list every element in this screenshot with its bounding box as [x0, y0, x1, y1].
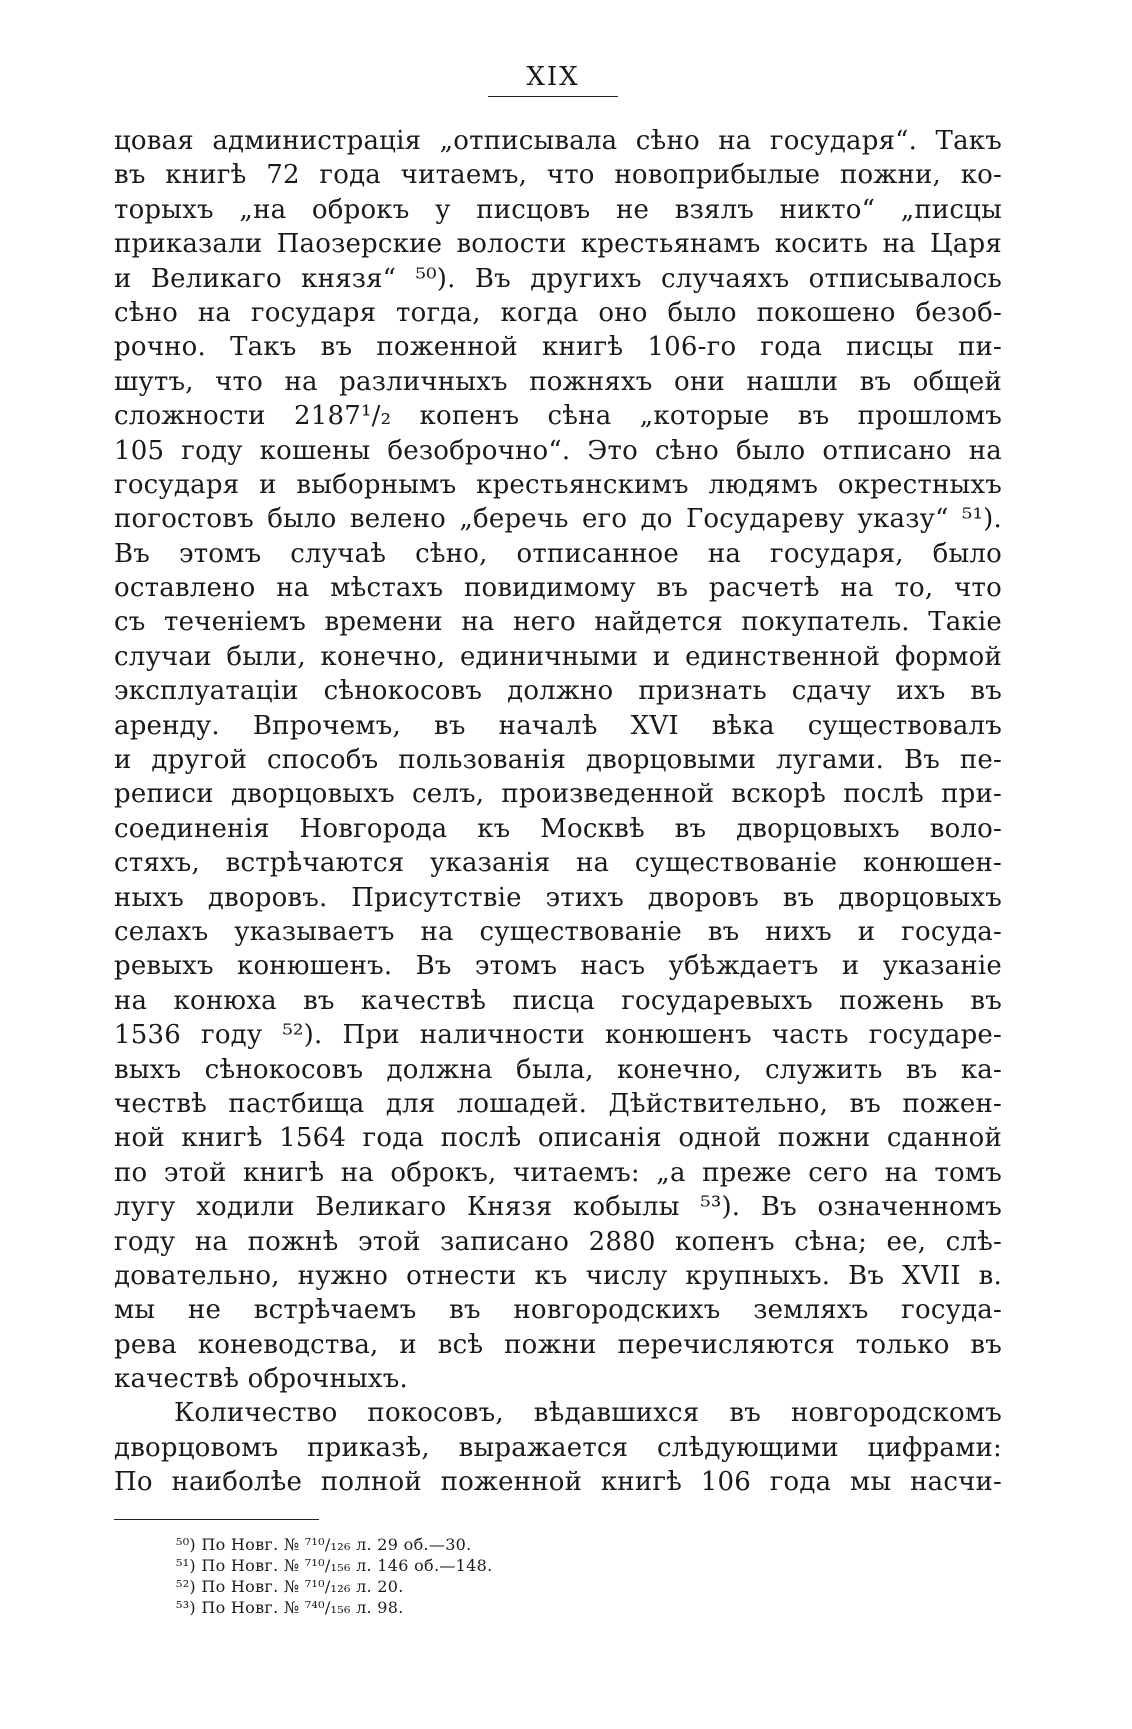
- text-line: соединенія Новгорода къ Москвѣ въ дворцовыхъ воло-: [114, 813, 1002, 844]
- text-line: погостовъ было велено „беречь его до Государеву указу“ ⁵¹).: [114, 504, 1002, 535]
- text-line: дворцовомъ приказѣ, выражается слѣдующими цифрами:: [114, 1432, 1002, 1463]
- text-line: мы не встрѣчаемъ въ новгородскихъ земляхъ госуда-: [114, 1295, 1002, 1326]
- text-line: стяхъ, встрѣчаются указанія на существованіе конюшен-: [114, 848, 1002, 879]
- footnotes: [176, 1534, 776, 1618]
- text-line: 1536 году ⁵²). При наличности конюшенъ часть государе-: [114, 1020, 1002, 1051]
- text-line: По наиболѣе полной поженной книгѣ 106 года мы насчи-: [114, 1467, 1002, 1498]
- text-line: шутъ, что на различныхъ пожняхъ они нашли въ общей: [114, 366, 1002, 397]
- text-line: сѣно на государя тогда, когда оно было покошено безоб-: [114, 297, 1002, 328]
- text-line: приказали Паозерские волости крестьянамъ косить на Царя: [114, 229, 1002, 260]
- footnote: ⁵³) По Новг. № ⁷⁴⁰/₁₅₆ л. 98.: [176, 1598, 404, 1617]
- text-line: качествѣ оброчныхъ.: [114, 1364, 408, 1395]
- footnote: ⁵²) По Новг. № ⁷¹⁰/₁₂₆ л. 20.: [176, 1577, 404, 1596]
- text-line: Въ этомъ случаѣ сѣно, отписанное на государя, было: [114, 538, 1002, 569]
- text-line: ной книгѣ 1564 года послѣ описанія одной пожни сданной: [114, 1123, 1002, 1154]
- text-line: выхъ сѣнокосовъ должна была, конечно, служить въ ка-: [114, 1054, 1002, 1085]
- text-line: на конюха въ качествѣ писца государевыхъ пожень въ: [114, 985, 1002, 1016]
- text-line: аренду. Впрочемъ, въ началѣ XVI вѣка существовалъ: [114, 710, 1002, 741]
- text-line: году на пожнѣ этой записано 2880 копенъ сѣна; ее, слѣ-: [114, 1226, 1002, 1257]
- text-line: чествѣ пастбища для лошадей. Дѣйствительно, въ пожен-: [114, 1088, 1002, 1119]
- text-line: реписи дворцовыхъ селъ, произведенной вскорѣ послѣ при-: [114, 779, 1002, 810]
- text-line: рочно. Такъ въ поженной книгѣ 106-го года писцы пи-: [114, 332, 1002, 363]
- text-line: 105 году кошены безоброчно“. Это сѣно было отписано на: [114, 435, 1002, 466]
- text-line: селахъ указываетъ на существованіе въ нихъ и госуда-: [114, 916, 1002, 947]
- text-line: по этой книгѣ на оброкъ, читаемъ: „а преже сего на томъ: [114, 1157, 1002, 1188]
- text-line: государя и выборнымъ крестьянскимъ людямъ окрестныхъ: [114, 469, 1002, 500]
- text-line: съ теченіемъ времени на него найдется покупатель. Такіе: [114, 607, 1002, 638]
- text-line: торыхъ „на оброкъ у писцовъ не взялъ никто“ „писцы: [114, 194, 1002, 225]
- footnote: ⁵¹) По Новг. № ⁷¹⁰/₁₅₆ л. 146 об.—148.: [176, 1556, 493, 1575]
- text-line: Количество покосовъ, вѣдавшихся въ новгородскомъ: [174, 1398, 1002, 1429]
- text-line: лугу ходили Великаго Князя кобылы ⁵³). Въ означенномъ: [114, 1192, 1002, 1223]
- footnote-rule: [114, 1519, 319, 1520]
- text-line: и другой способъ пользованія дворцовыми лугами. Въ пе-: [114, 745, 1002, 776]
- text-line: довательно, нужно отнести къ числу крупныхъ. Въ XVII в.: [114, 1260, 1002, 1291]
- text-line: сложности 2187¹/₂ копенъ сѣна „которые въ прошломъ: [114, 401, 1002, 432]
- text-line: случаи были, конечно, единичными и единственной формой: [114, 641, 1002, 672]
- page-number-rule: [488, 96, 618, 97]
- text-line: рева коневодства, и всѣ пожни перечисляются только въ: [114, 1329, 1002, 1360]
- text-line: цовая администрація „отписывала сѣно на государя“. Такъ: [114, 126, 1002, 156]
- page-number: XIX: [526, 62, 580, 92]
- body-text: [114, 124, 1002, 1500]
- text-line: ныхъ дворовъ. Присутствіе этихъ дворовъ въ дворцовыхъ: [114, 882, 1002, 913]
- text-line: оставлено на мѣстахъ повидимому въ расчетѣ на то, что: [114, 573, 1002, 604]
- text-line: и Великаго князя“ ⁵⁰). Въ другихъ случаяхъ отписывалось: [114, 263, 1002, 294]
- footnote: ⁵⁰) По Новг. № ⁷¹⁰/₁₂₆ л. 29 об.—30.: [176, 1535, 472, 1554]
- text-line: въ книгѣ 72 года читаемъ, что новоприбылые пожни, ко-: [114, 160, 1002, 191]
- text-line: эксплуатаціи сѣнокосовъ должно признать сдачу ихъ въ: [114, 676, 1002, 707]
- text-line: ревыхъ конюшенъ. Въ этомъ насъ убѣждаетъ и указаніе: [114, 951, 1002, 982]
